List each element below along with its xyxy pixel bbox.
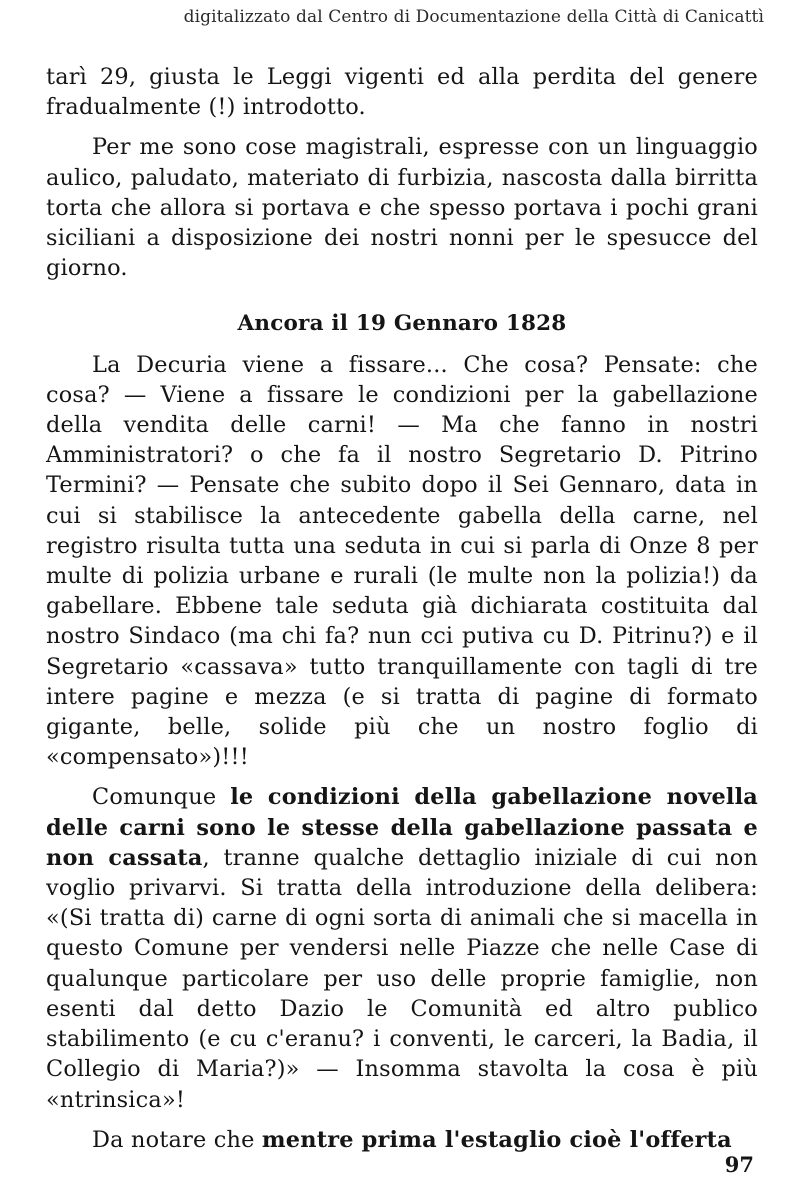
paragraph-3: La Decuria viene a fissare... Che cosa? Pensate: che cosa? — Viene a fissare le condizioni per la gabellazione della vendita delle carni! — Ma che fanno in nostri Amministratori? o che fa il nostro Segretario D. Pitrino Termini? — Pensate che subito dopo il Sei Gennaro, data in cui si stabilisce la antecedente gabella della carne, nel registro risulta tutta una seduta in cui si parla di Onze 8 per multe di polizia urbane e rurali (le multe non la polizia!) da gabellare. Ebbene tale seduta già dichiarata costituita dal nostro Sindaco (ma chi fa? nun cci putiva cu D. Pitrinu?) e il Segretario «cassava» tutto tranquillamente con tagli di tre intere pagine e mezza (e si tratta di pagine di formato gigante, belle, solide più che un nostro foglio di «compensato»)!!! — [46, 351, 758, 771]
paragraph-4-bold: le condizioni della gabellazione novella delle carni sono le stesse della gabellazione passata e non cassata — [46, 784, 759, 871]
page-number: 97 — [724, 1152, 754, 1177]
paragraph-1: tarì 29, giusta le Leggi vigenti ed alla perdita del genere fradualmente (!) introdotto. — [46, 64, 758, 121]
section-heading: Ancora il 19 Gennaro 1828 — [237, 311, 567, 337]
paragraph-4-lead: Comunque — [92, 784, 231, 811]
page-body — [46, 62, 758, 1155]
paragraph-4-rest: , tranne qualche dettaglio iniziale di cui non voglio privarvi. Si tratta della introduzione della delibera: «(Si tratta di) carne di ogni sorta di animali che si macella in questo Comune per vendersi nelle Piazze che nelle Case di qualunque particolare per uso delle proprie famiglie, non esenti dal detto Dazio le Comunità ed altro publico stabilimento (e cu c'eranu? i conventi, le carceri, la Badia, il Collegio di Maria?)» — Insomma stavolta la cosa è più «ntrinsica»! — [46, 844, 759, 1113]
paragraph-5 — [46, 1125, 758, 1155]
paragraph-4 — [46, 782, 758, 1114]
paragraph-5-lead: Da notare che — [92, 1126, 262, 1153]
paragraph-5-bold: mentre prima l'estaglio cioè l'offerta — [261, 1126, 732, 1153]
watermark: digitalizzato dal Centro di Documentazione della Città di Canicattì — [183, 7, 764, 27]
paragraph-2: Per me sono cose magistrali, espresse con un linguaggio aulico, paludato, materiato di furbizia, nascosta dalla birritta torta che allora si portava e che spesso portava i pochi grani siciliani a disposizione dei nostri nonni per le spesucce del giorno. — [46, 134, 758, 282]
